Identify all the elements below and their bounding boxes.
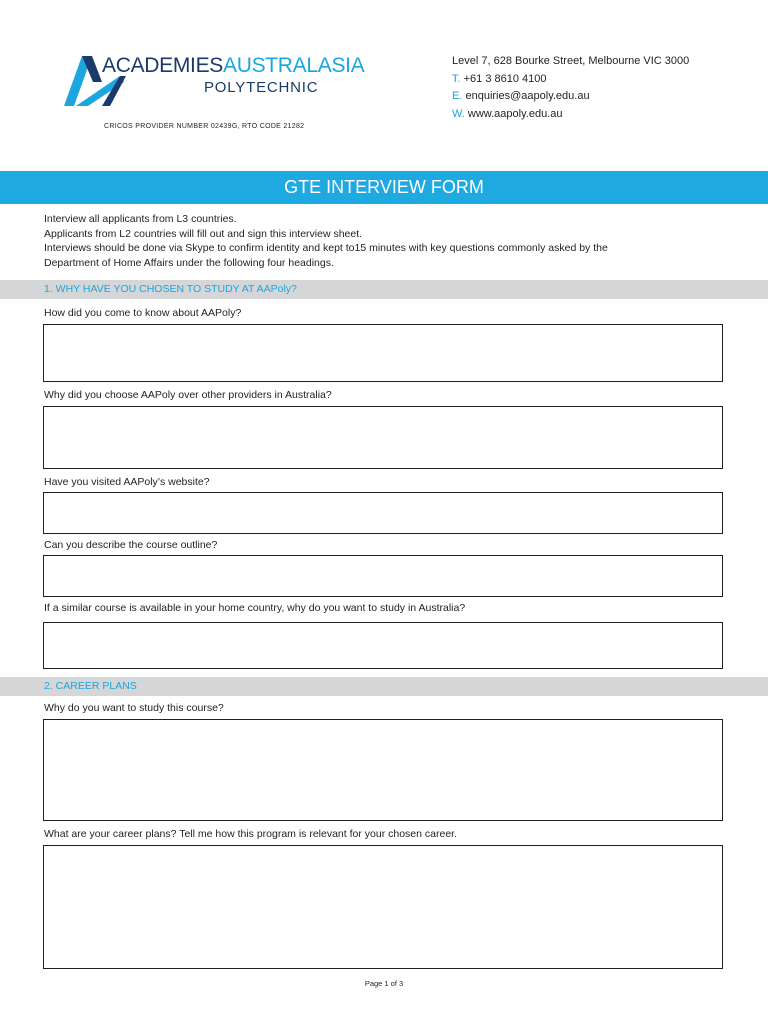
email-label: E. [452, 90, 463, 102]
web-label: W. [452, 107, 465, 120]
logo-wordmark [102, 54, 364, 78]
question-label: Can you describe the course outline? [44, 539, 218, 551]
page-number: Page 1 of 3 [364, 979, 404, 988]
question-label: Have you visited AAPoly’s website? [44, 476, 210, 488]
contact-email-row [452, 88, 689, 106]
answer-field-how-know[interactable] [43, 324, 723, 382]
question-label: If a similar course is available in your home country, why do you want to study in Australia? [44, 602, 466, 614]
contact-email[interactable]: enquiries@aapoly.edu.au [465, 90, 590, 102]
answer-field-course-outline[interactable] [43, 555, 723, 597]
answer-field-why-choose[interactable] [43, 406, 723, 469]
contact-web-row [452, 106, 689, 124]
contact-phone-row [452, 71, 689, 89]
contact-address: Level 7, 628 Bourke Street, Melbourne VIC 3000 [452, 55, 690, 67]
section-header-why-aapoly [0, 280, 768, 299]
logo-word-academies: ACADEMIES [102, 54, 223, 77]
logo-word-polytechnic: POLYTECHNIC [204, 79, 319, 96]
question-label: What are your career plans? Tell me how this program is relevant for your chosen career. [44, 828, 457, 840]
intro-line: Applicants from L2 countries will fill out and sign this interview sheet. [44, 227, 363, 240]
question-label: Why do you want to study this course? [44, 702, 224, 714]
answer-field-career-plans[interactable] [43, 845, 723, 969]
intro-line: Interview all applicants from L3 countries. [44, 213, 237, 225]
section-title: 1. WHY HAVE YOU CHOSEN TO STUDY AT AAPoly? [44, 283, 297, 295]
answer-field-visited-website[interactable] [43, 492, 723, 534]
logo-word-australasia: AUSTRALASIA [223, 54, 365, 77]
cricos-code: CRICOS PROVIDER NUMBER 02439G, RTO CODE 21282 [104, 123, 305, 130]
intro-line: Interviews should be done via Skype to confirm identity and kept to15 minutes with key questions commonly asked by the [44, 242, 608, 255]
form-title: GTE INTERVIEW FORM [0, 171, 768, 204]
phone-label: T. [452, 72, 461, 85]
answer-field-why-course[interactable] [43, 719, 723, 821]
intro-text [44, 212, 724, 270]
section-header-career-plans [0, 677, 768, 696]
question-label: Why did you choose AAPoly over other providers in Australia? [44, 389, 332, 401]
contact-phone: +61 3 8610 4100 [463, 72, 547, 85]
intro-line: Department of Home Affairs under the following four headings. [44, 256, 334, 269]
question-label: How did you come to know about AAPoly? [44, 307, 242, 319]
contact-website[interactable]: www.aapoly.edu.au [467, 107, 563, 120]
company-logo [62, 52, 365, 112]
section-title: 2. CAREER PLANS [44, 680, 137, 692]
answer-field-why-australia[interactable] [43, 622, 723, 669]
contact-block [452, 53, 689, 123]
